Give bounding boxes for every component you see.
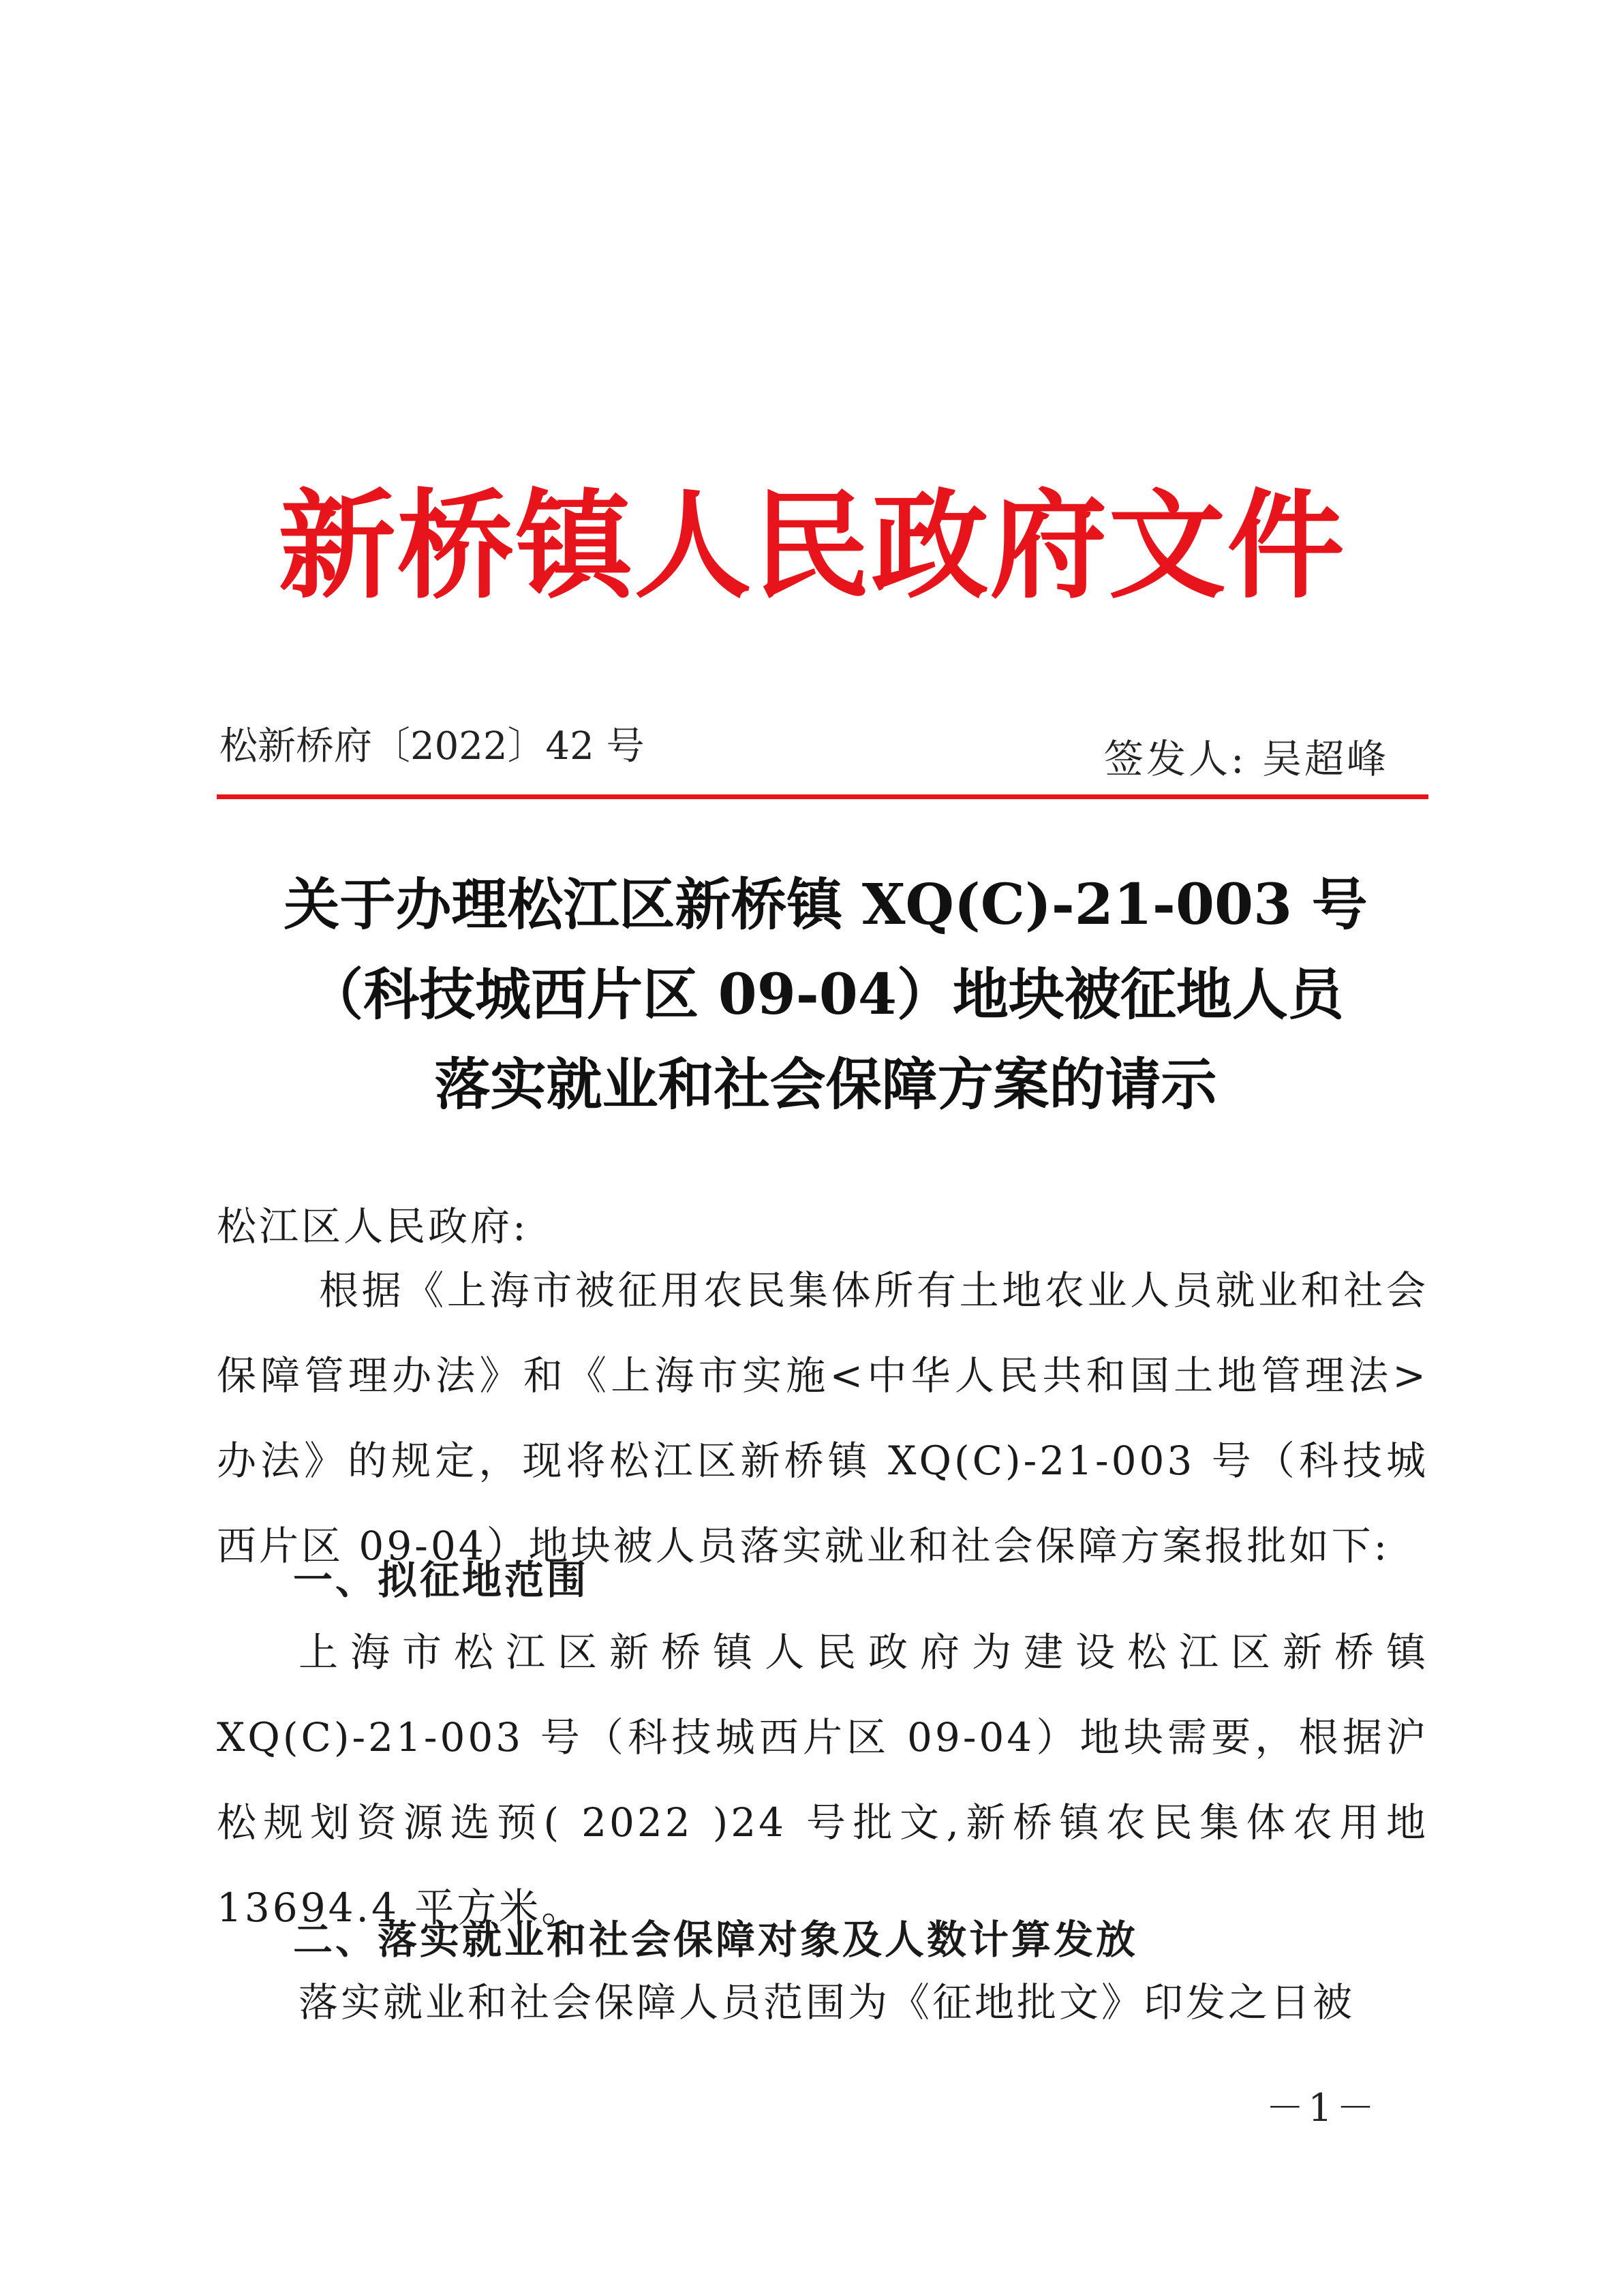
section-heading-2: 二、落实就业和社会保障对象及人数计算发放 <box>293 1917 1139 1963</box>
title-line-3: 落实就业和社会保障方案的请示 <box>434 1052 1217 1117</box>
document-number: 松新桥府〔2022〕42 号 <box>219 724 645 769</box>
section-heading-1: 一、拟征地范围 <box>293 1557 589 1603</box>
title-line-1: 关于办理松江区新桥镇 XQ(C)-21-003 号 <box>284 872 1368 937</box>
document-header-title: 新桥镇人民政府文件 <box>278 476 1346 615</box>
signer: 签发人: 吴超峰 <box>1104 736 1389 782</box>
title-line-2: （科技城西片区 09-04）地块被征地人员 <box>307 962 1344 1027</box>
paragraph-2: 上海市松江区新桥镇人民政府为建设松江区新桥镇 XQ(C)-21-003 号（科技城西片区 09-04）地块需要，根据沪松规划资源选预( 2022 )24 号批文,新桥镇农民集体农用地13694.4 平方米。 <box>217 1629 1428 1931</box>
page-number: －1－ <box>1266 2086 1379 2130</box>
document-title <box>225 860 1426 1130</box>
addressee: 松江区人民政府: <box>217 1203 529 1250</box>
paragraph-3: 落实就业和社会保障人员范围为《征地批文》印发之日被 <box>298 1979 1355 2026</box>
paragraph-1: 根据《上海市被征用农民集体所有土地农业人员就业和社会保障管理办法》和《上海市实施<中华人民共和国土地管理法>办法》的规定，现将松江区新桥镇 XQ(C)-21-003 号（科技城西片区 09-04）地块被人员落实就业和社会保障方案报批如下: <box>217 1267 1428 1569</box>
red-divider <box>217 794 1428 799</box>
